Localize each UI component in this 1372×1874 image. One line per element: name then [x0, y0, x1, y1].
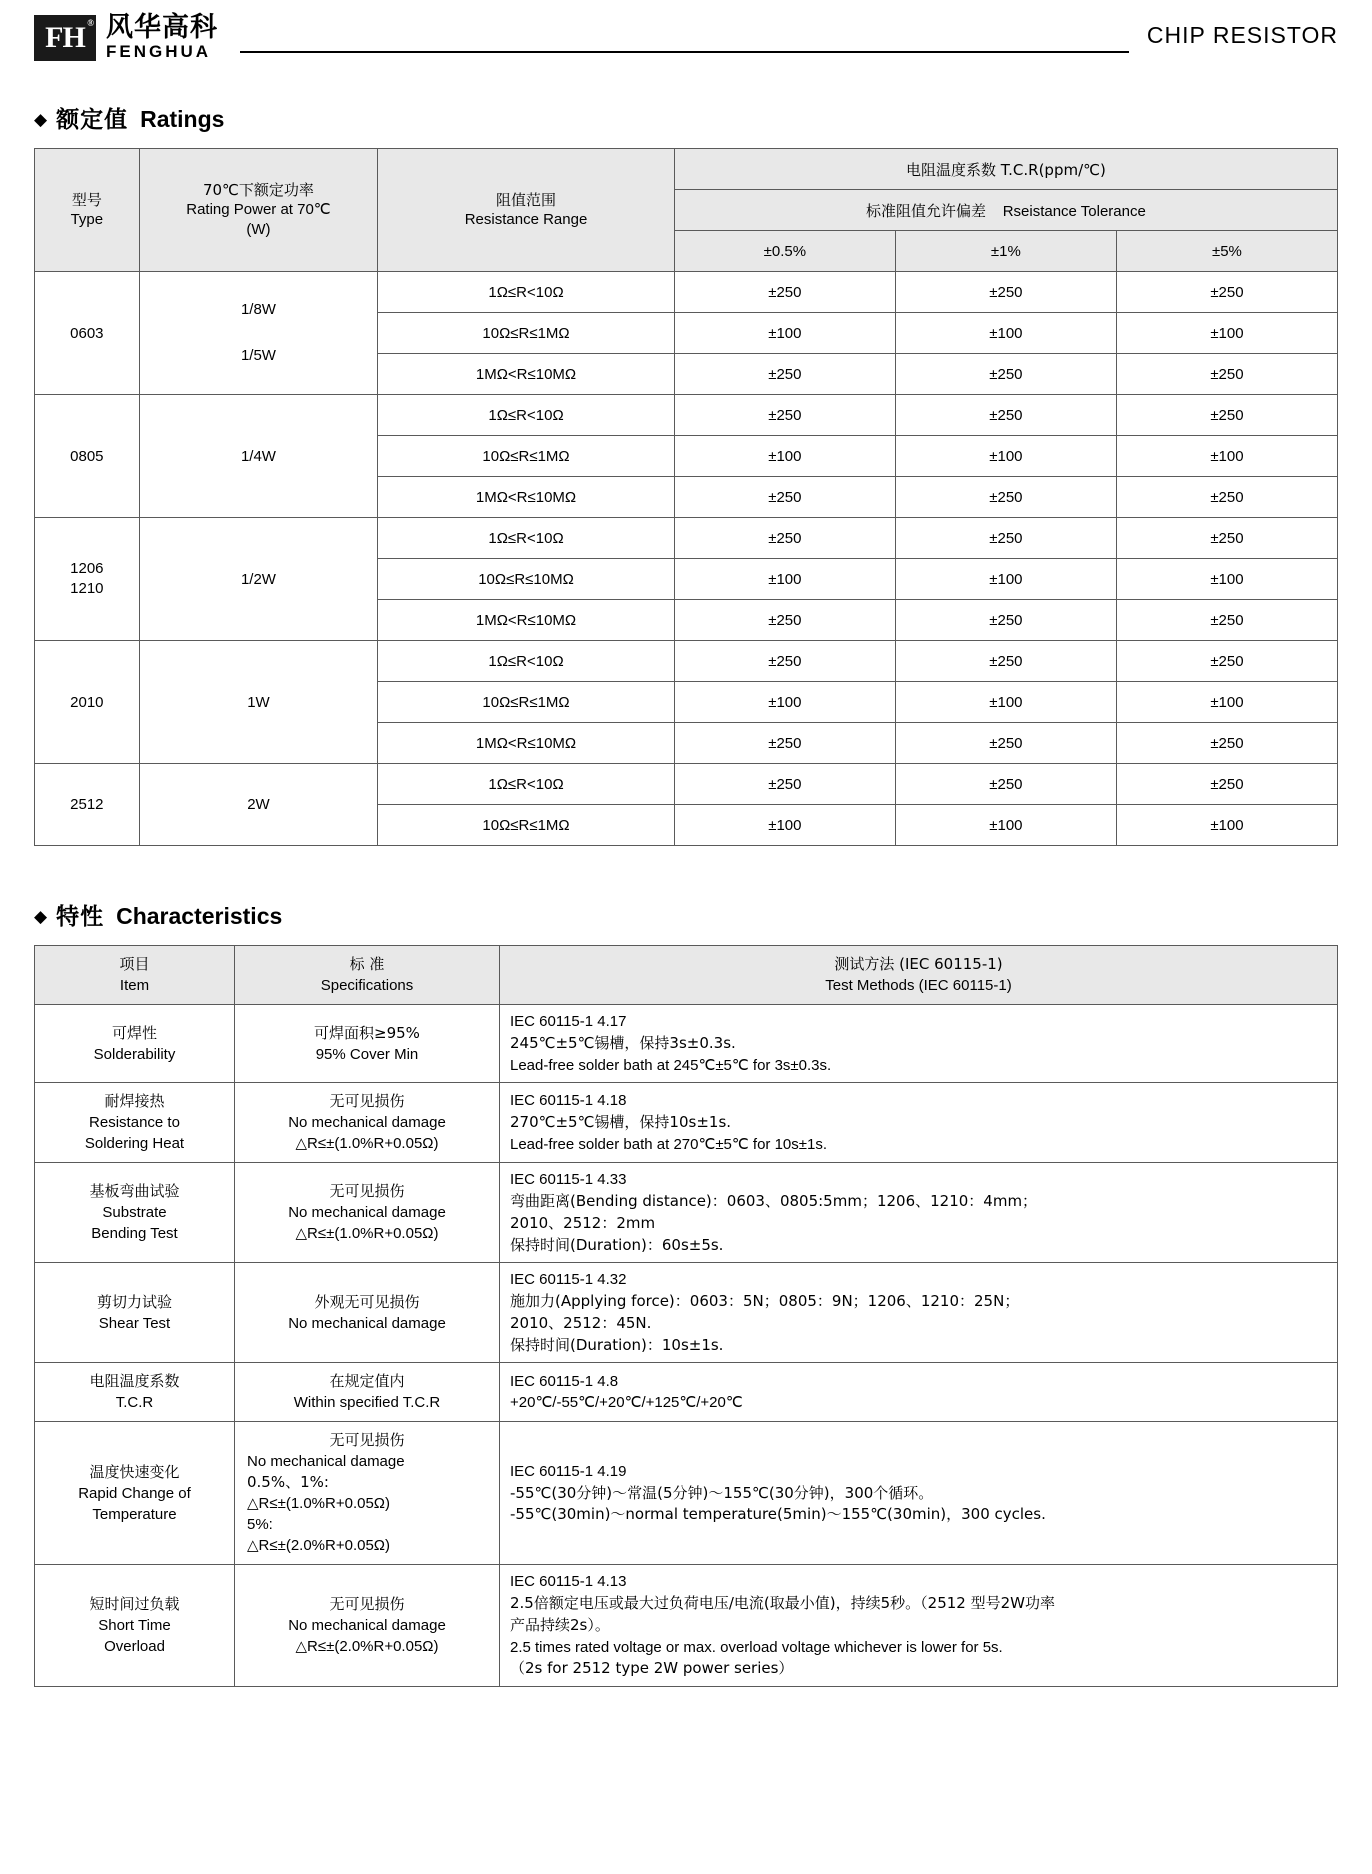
item-cell: 电阻温度系数 T.C.R	[35, 1363, 235, 1422]
type-cell: 2010	[35, 641, 140, 764]
range-cell: 10Ω≤R≤1MΩ	[378, 805, 675, 846]
item-cell: 短时间过负载 Short Time Overload	[35, 1565, 235, 1687]
range-cell: 10Ω≤R≤10MΩ	[378, 559, 675, 600]
header-tolerance: 标准阻值允许偏差 Rseistance Tolerance	[674, 190, 1337, 231]
ratings-title-en: Ratings	[140, 106, 225, 133]
header-type: 型号 Type	[35, 149, 140, 272]
range-cell: 1MΩ<R≤10MΩ	[378, 477, 675, 518]
tcr-1-cell: ±250	[895, 723, 1116, 764]
item-cell: 温度快速变化 Rapid Change of Temperature	[35, 1422, 235, 1565]
table-row	[35, 395, 1338, 436]
spec-cell: 无可见损伤 No mechanical damage △R≤±(1.0%R+0.05Ω)	[235, 1083, 500, 1163]
tcr-05-cell: ±250	[674, 518, 895, 559]
table-row	[35, 764, 1338, 805]
characteristics-title-cn: 特性	[56, 904, 105, 931]
table-row	[35, 1363, 1338, 1422]
tcr-5-cell: ±250	[1116, 641, 1337, 682]
tcr-05-cell: ±250	[674, 600, 895, 641]
tcr-05-cell: ±100	[674, 805, 895, 846]
tcr-05-cell: ±100	[674, 313, 895, 354]
page-header	[0, 0, 1372, 61]
tcr-5-cell: ±250	[1116, 518, 1337, 559]
spec-cell: 可焊面积≥95% 95% Cover Min	[235, 1005, 500, 1083]
spec-cell: 无可见损伤 No mechanical damage △R≤±(1.0%R+0.05Ω)	[235, 1163, 500, 1263]
range-cell: 1Ω≤R<10Ω	[378, 395, 675, 436]
test-cell: IEC 60115-1 4.33 弯曲距离(Bending distance)：0603、0805:5mm；1206、1210：4mm； 2010、2512：2mm 保持时间(Duration)：60s±5s.	[500, 1163, 1338, 1263]
tcr-1-cell: ±100	[895, 559, 1116, 600]
power-cell: 2W	[139, 764, 377, 846]
tcr-1-cell: ±250	[895, 272, 1116, 313]
table-row	[35, 518, 1338, 559]
ratings-section-heading	[0, 101, 1372, 134]
tcr-5-cell: ±100	[1116, 436, 1337, 477]
header-tol-1: ±1%	[895, 231, 1116, 272]
header-divider	[240, 51, 1129, 53]
range-cell: 1Ω≤R<10Ω	[378, 764, 675, 805]
range-cell: 1Ω≤R<10Ω	[378, 641, 675, 682]
range-cell: 1MΩ<R≤10MΩ	[378, 600, 675, 641]
spec-cell: 外观无可见损伤 No mechanical damage	[235, 1263, 500, 1363]
tcr-05-cell: ±100	[674, 682, 895, 723]
header-title: CHIP RESISTOR	[1146, 22, 1338, 49]
tcr-05-cell: ±250	[674, 272, 895, 313]
characteristics-title-en: Characteristics	[116, 903, 283, 930]
power-cell: 1/2W	[139, 518, 377, 641]
tcr-5-cell: ±100	[1116, 313, 1337, 354]
test-cell: IEC 60115-1 4.32 施加力(Applying force)：0603：5N；0805：9N；1206、1210：25N； 2010、2512：45N. 保持时间(Duration)：10s±1s.	[500, 1263, 1338, 1363]
test-cell: IEC 60115-1 4.13 2.5倍额定电压或最大过负荷电压/电流(取最小值)，持续5秒。（2512 型号2W功率 产品持续2s）。 2.5 times rated voltage or max. overload voltage whichever is lower for 5s. （2s for 2512 type 2W power series）	[500, 1565, 1338, 1687]
diamond-bullet-icon: ◆	[34, 907, 48, 927]
table-row	[35, 1083, 1338, 1163]
tcr-5-cell: ±250	[1116, 723, 1337, 764]
tcr-05-cell: ±250	[674, 477, 895, 518]
tcr-1-cell: ±250	[895, 641, 1116, 682]
range-cell: 1Ω≤R<10Ω	[378, 518, 675, 559]
power-cell: 1W	[139, 641, 377, 764]
table-row	[35, 641, 1338, 682]
tcr-5-cell: ±250	[1116, 477, 1337, 518]
tcr-1-cell: ±100	[895, 682, 1116, 723]
header-tcr: 电阻温度系数 T.C.R(ppm/℃)	[674, 149, 1337, 190]
header-tol-05: ±0.5%	[674, 231, 895, 272]
tcr-05-cell: ±250	[674, 723, 895, 764]
header-item: 项目 Item	[35, 946, 235, 1005]
header-spec: 标 准 Specifications	[235, 946, 500, 1005]
table-row	[35, 1005, 1338, 1083]
tcr-05-cell: ±100	[674, 436, 895, 477]
power-cell: 1/8W 1/5W	[139, 272, 377, 395]
tcr-1-cell: ±250	[895, 395, 1116, 436]
range-cell: 1Ω≤R<10Ω	[378, 272, 675, 313]
tcr-05-cell: ±250	[674, 764, 895, 805]
header-range: 阻值范围 Resistance Range	[378, 149, 675, 272]
spec-cell: 无可见损伤 No mechanical damage △R≤±(2.0%R+0.05Ω)	[235, 1565, 500, 1687]
tcr-5-cell: ±100	[1116, 559, 1337, 600]
logo-text	[106, 14, 218, 61]
range-cell: 10Ω≤R≤1MΩ	[378, 682, 675, 723]
tcr-5-cell: ±250	[1116, 272, 1337, 313]
ratings-table	[34, 148, 1338, 846]
tcr-1-cell: ±250	[895, 600, 1116, 641]
type-cell: 0603	[35, 272, 140, 395]
power-cell: 1/4W	[139, 395, 377, 518]
tcr-05-cell: ±250	[674, 395, 895, 436]
header-tol-5: ±5%	[1116, 231, 1337, 272]
diamond-bullet-icon: ◆	[34, 110, 48, 130]
characteristics-table	[34, 945, 1338, 1687]
item-cell: 耐焊接热 Resistance to Soldering Heat	[35, 1083, 235, 1163]
header-power: 70℃下额定功率 Rating Power at 70℃ (W)	[139, 149, 377, 272]
table-header-row	[35, 149, 1338, 190]
table-row	[35, 1163, 1338, 1263]
tcr-1-cell: ±250	[895, 518, 1116, 559]
logo-mark-text: FH	[45, 20, 85, 54]
range-cell: 1MΩ<R≤10MΩ	[378, 723, 675, 764]
tcr-5-cell: ±250	[1116, 395, 1337, 436]
type-cell: 2512	[35, 764, 140, 846]
test-cell: IEC 60115-1 4.19 -55℃(30分钟)～常温(5分钟)～155℃(30分钟)，300个循环。 -55℃(30min)～normal temperature(5min)～155℃(30min)，300 cycles.	[500, 1422, 1338, 1565]
spec-cell: 在规定值内 Within specified T.C.R	[235, 1363, 500, 1422]
characteristics-section-heading	[0, 898, 1372, 931]
ratings-title-cn: 额定值	[56, 107, 129, 134]
tcr-1-cell: ±100	[895, 805, 1116, 846]
table-row	[35, 1565, 1338, 1687]
tcr-1-cell: ±250	[895, 354, 1116, 395]
range-cell: 10Ω≤R≤1MΩ	[378, 436, 675, 477]
header-test: 测试方法 (IEC 60115-1) Test Methods (IEC 60115-1)	[500, 946, 1338, 1005]
table-row	[35, 1263, 1338, 1363]
item-cell: 剪切力试验 Shear Test	[35, 1263, 235, 1363]
table-row	[35, 272, 1338, 313]
tcr-1-cell: ±250	[895, 477, 1116, 518]
test-cell: IEC 60115-1 4.18 270℃±5℃锡槽，保持10s±1s. Lead-free solder bath at 270℃±5℃ for 10s±1s.	[500, 1083, 1338, 1163]
table-row	[35, 1422, 1338, 1565]
tcr-1-cell: ±100	[895, 436, 1116, 477]
item-cell: 可焊性 Solderability	[35, 1005, 235, 1083]
logo-english-name: FENGHUA	[106, 42, 212, 62]
range-cell: 10Ω≤R≤1MΩ	[378, 313, 675, 354]
type-cell: 1206 1210	[35, 518, 140, 641]
tcr-05-cell: ±100	[674, 559, 895, 600]
table-header-row	[35, 946, 1338, 1005]
test-cell: IEC 60115-1 4.8 +20℃/-55℃/+20℃/+125℃/+20℃	[500, 1363, 1338, 1422]
tcr-5-cell: ±250	[1116, 764, 1337, 805]
tcr-5-cell: ±250	[1116, 600, 1337, 641]
test-cell: IEC 60115-1 4.17 245℃±5℃锡槽，保持3s±0.3s. Lead-free solder bath at 245℃±5℃ for 3s±0.3s.	[500, 1005, 1338, 1083]
tcr-5-cell: ±100	[1116, 682, 1337, 723]
logo-mark-icon: FH ®	[34, 15, 96, 61]
tcr-5-cell: ±100	[1116, 805, 1337, 846]
item-cell: 基板弯曲试验 Substrate Bending Test	[35, 1163, 235, 1263]
tcr-05-cell: ±250	[674, 354, 895, 395]
tcr-1-cell: ±250	[895, 764, 1116, 805]
company-logo	[34, 14, 218, 61]
range-cell: 1MΩ<R≤10MΩ	[378, 354, 675, 395]
tcr-5-cell: ±250	[1116, 354, 1337, 395]
type-cell: 0805	[35, 395, 140, 518]
tcr-05-cell: ±250	[674, 641, 895, 682]
logo-chinese-name: 风华高科	[106, 12, 218, 43]
spec-cell: 无可见损伤 No mechanical damage 0.5%、1%: △R≤±(1.0%R+0.05Ω) 5%: △R≤±(2.0%R+0.05Ω)	[235, 1422, 500, 1565]
tcr-1-cell: ±100	[895, 313, 1116, 354]
